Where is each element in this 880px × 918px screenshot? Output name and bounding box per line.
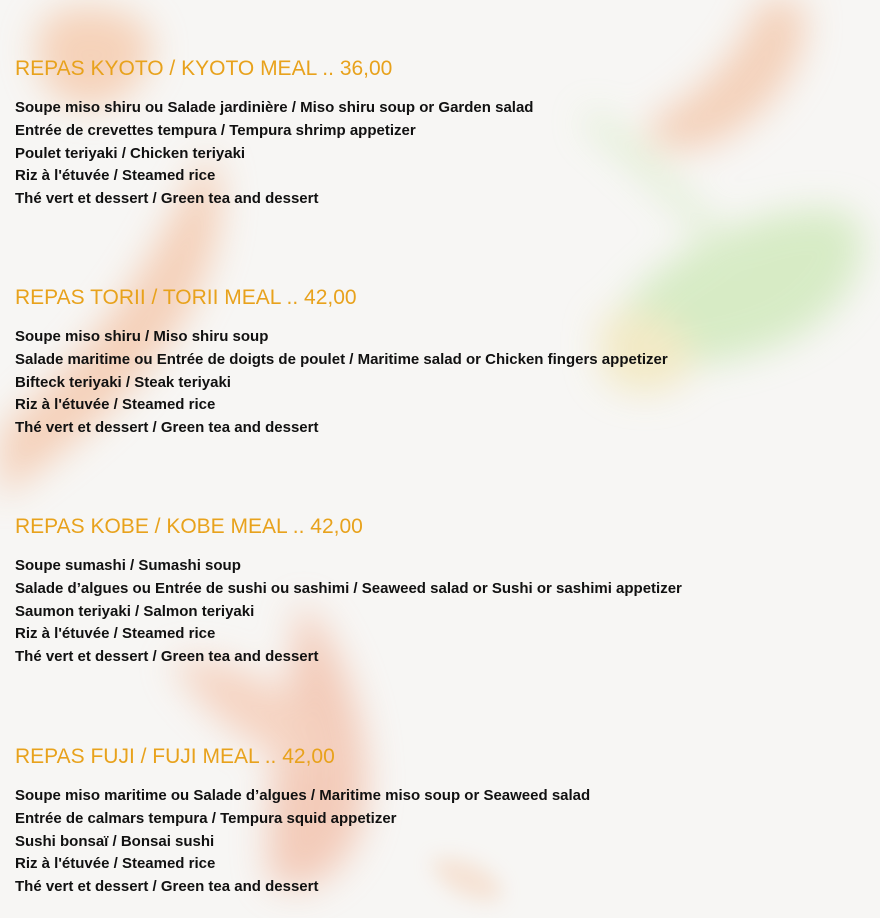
- menu-item: Thé vert et dessert / Green tea and dessert: [15, 419, 319, 437]
- section-items: [15, 555, 865, 669]
- menu-item: Soupe sumashi / Sumashi soup: [15, 557, 241, 574]
- section-items: [15, 97, 865, 211]
- menu-item: Entrée de crevettes tempura / Tempura shrimp appetizer: [15, 121, 416, 139]
- menu-item: Salade maritime ou Entrée de doigts de poulet / Maritime salad or Chicken fingers appetizer: [15, 350, 668, 368]
- section-title: REPAS KYOTO / KYOTO MEAL .. 36,00: [15, 57, 393, 80]
- menu-item: Poulet teriyaki / Chicken teriyaki: [15, 144, 246, 162]
- section-items: [15, 785, 865, 899]
- menu-item: Soupe miso shiru / Miso shiru soup: [15, 328, 269, 345]
- menu-item: Soupe miso maritime ou Salade d’algues / Maritime miso soup or Seaweed salad: [15, 787, 591, 804]
- menu-item: Sushi bonsaï / Bonsai sushi: [15, 832, 215, 850]
- menu-item: Thé vert et dessert / Green tea and dessert: [15, 648, 319, 666]
- menu-item: Bifteck teriyaki / Steak teriyaki: [15, 373, 231, 391]
- menu-item: Riz à l'étuvée / Steamed rice: [15, 167, 216, 185]
- menu-item: Soupe miso shiru ou Salade jardinière / Miso shiru soup or Garden salad: [15, 99, 534, 116]
- section-items: [15, 326, 865, 440]
- menu-section-fuji: [15, 745, 865, 899]
- menu-item: Thé vert et dessert / Green tea and dessert: [15, 190, 319, 208]
- menu-item: Thé vert et dessert / Green tea and dessert: [15, 878, 319, 896]
- menu-item: Entrée de calmars tempura / Tempura squid appetizer: [15, 809, 397, 827]
- menu-item: Riz à l'étuvée / Steamed rice: [15, 396, 216, 414]
- menu-item: Saumon teriyaki / Salmon teriyaki: [15, 602, 255, 620]
- menu-item: Riz à l'étuvée / Steamed rice: [15, 855, 216, 873]
- menu-section-kobe: [15, 515, 865, 669]
- section-title: REPAS KOBE / KOBE MEAL .. 42,00: [15, 515, 363, 538]
- section-title: REPAS FUJI / FUJI MEAL .. 42,00: [15, 745, 335, 768]
- section-title: REPAS TORII / TORII MEAL .. 42,00: [15, 286, 357, 309]
- menu-item: Salade d’algues ou Entrée de sushi ou sashimi / Seaweed salad or Sushi or sashimi appetizer: [15, 579, 682, 597]
- menu-section-torii: [15, 286, 865, 440]
- menu-item: Riz à l'étuvée / Steamed rice: [15, 625, 216, 643]
- menu-section-kyoto: [15, 57, 865, 211]
